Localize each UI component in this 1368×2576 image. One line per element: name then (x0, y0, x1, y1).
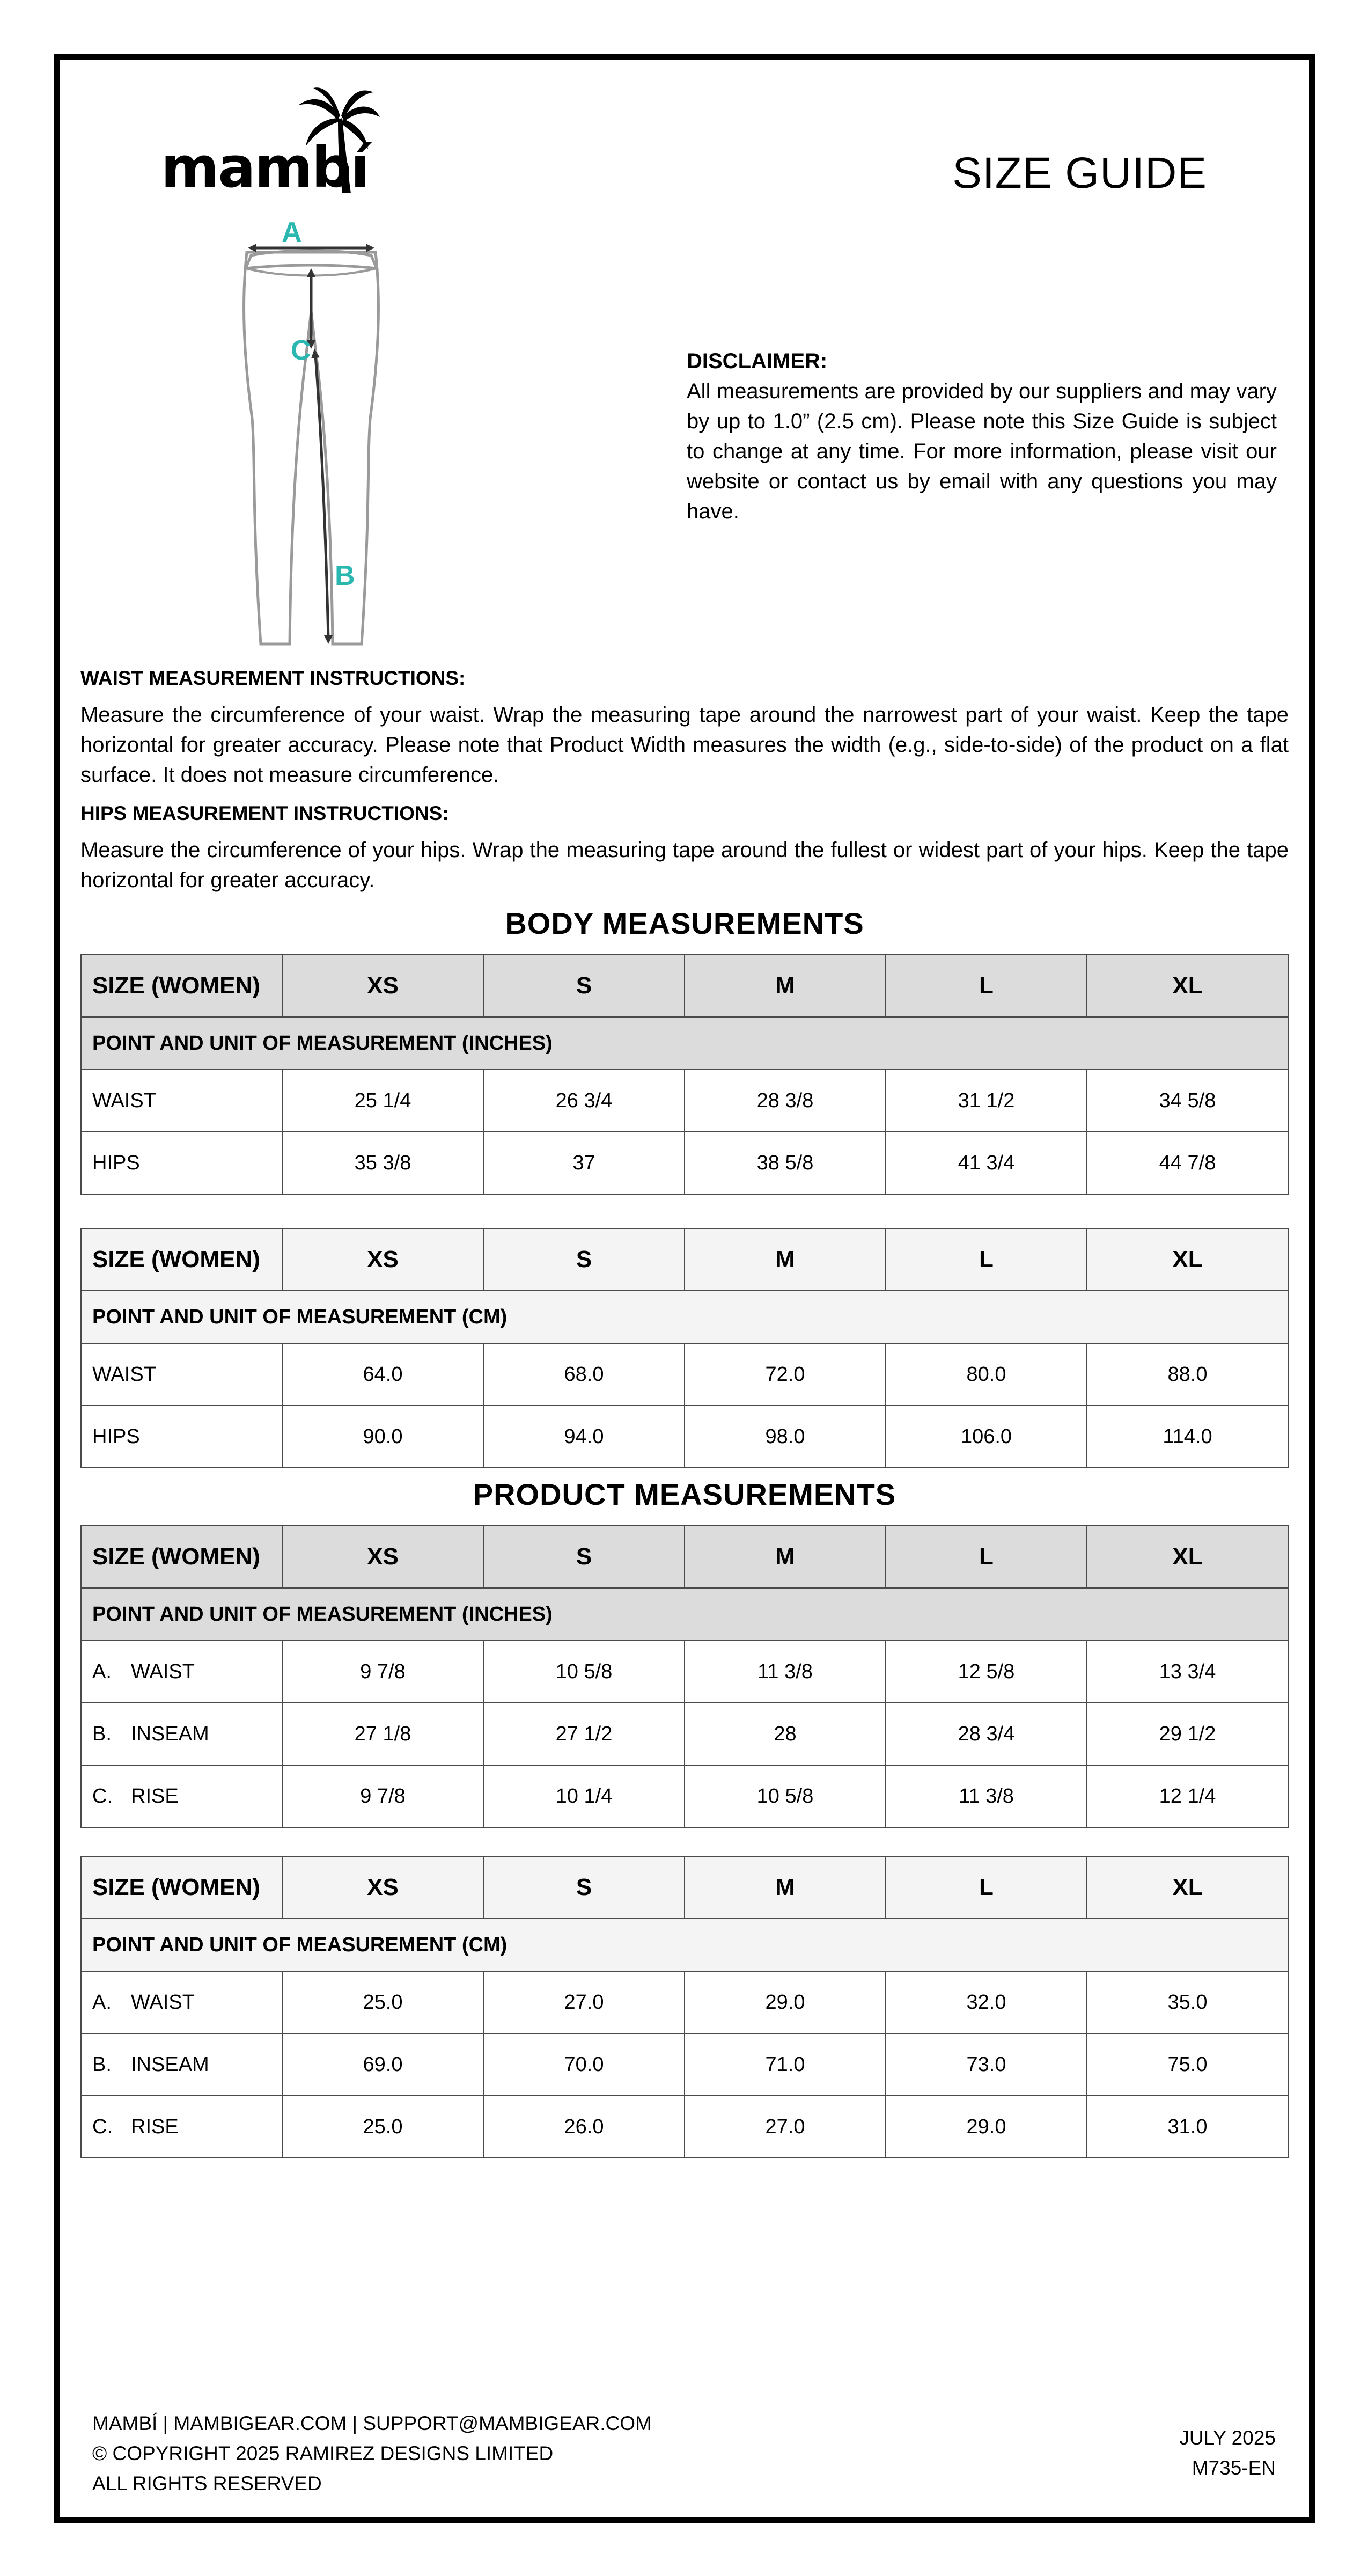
table-cell: 26 3/4 (483, 1070, 685, 1132)
size-xl-header: XL (1087, 1526, 1288, 1588)
table-cell: 64.0 (282, 1343, 483, 1406)
table-cell: 27 1/8 (282, 1703, 483, 1765)
table-row (81, 1641, 1288, 1703)
page-title: SIZE GUIDE (952, 149, 1207, 197)
disclaimer-heading: DISCLAIMER: (687, 349, 828, 373)
table-cell: 106.0 (886, 1406, 1087, 1468)
point-letter: C. (92, 1784, 113, 1807)
table-row (81, 1132, 1288, 1194)
label-a: A (282, 217, 302, 248)
table-cell: 75.0 (1087, 2033, 1288, 2096)
table-cell: 72.0 (685, 1343, 886, 1406)
waist-instructions-text: Measure the circumference of your waist. Wrap the measuring tape around the narrowest part of your waist. Keep the tape horizontal for greater accuracy. Please note that Product Width measures the width (e.g., side-to-side) of the product on a flat surface. It does not measure circumference. (80, 703, 1289, 787)
table-cell: 11 3/8 (886, 1765, 1087, 1827)
table-row (81, 1070, 1288, 1132)
table-cell: 80.0 (886, 1343, 1087, 1406)
table-cell: 98.0 (685, 1406, 886, 1468)
product-inches-table (80, 1525, 1289, 1828)
table-cell: 69.0 (282, 2033, 483, 2096)
table-cell: 114.0 (1087, 1406, 1288, 1468)
table-cell: 68.0 (483, 1343, 685, 1406)
row-label: HIPS (81, 1132, 282, 1194)
size-l-header: L (886, 1856, 1087, 1919)
point-name: WAIST (131, 1990, 195, 2014)
table-cell: 31.0 (1087, 2096, 1288, 2158)
row-label (81, 2033, 282, 2096)
hips-instructions-heading: HIPS MEASUREMENT INSTRUCTIONS: (80, 802, 449, 824)
hips-instructions (80, 799, 1289, 895)
table-cell: 10 5/8 (685, 1765, 886, 1827)
table-row (81, 1765, 1288, 1827)
size-m-header: M (685, 1228, 886, 1291)
table-cell: 9 7/8 (282, 1765, 483, 1827)
logo-text: mambí (161, 135, 369, 200)
table-cell: 34 5/8 (1087, 1070, 1288, 1132)
size-xs-header: XS (282, 1228, 483, 1291)
row-label: WAIST (81, 1070, 282, 1132)
table-cell: 88.0 (1087, 1343, 1288, 1406)
table-cell: 9 7/8 (282, 1641, 483, 1703)
point-name: RISE (131, 2115, 179, 2138)
table-cell: 38 5/8 (685, 1132, 886, 1194)
waist-instructions-heading: WAIST MEASUREMENT INSTRUCTIONS: (80, 667, 466, 689)
row-label (81, 1703, 282, 1765)
table-cell: 29 1/2 (1087, 1703, 1288, 1765)
table-row (81, 1703, 1288, 1765)
footer-copyright: © COPYRIGHT 2025 RAMIREZ DESIGNS LIMITED (92, 2442, 554, 2464)
table-cell: 11 3/8 (685, 1641, 886, 1703)
product-cm-table (80, 1856, 1289, 2158)
size-header: SIZE (WOMEN) (81, 1526, 282, 1588)
body-cm-table (80, 1228, 1289, 1468)
size-l-header: L (886, 1526, 1087, 1588)
table-cell: 94.0 (483, 1406, 685, 1468)
point-name: INSEAM (131, 1722, 209, 1745)
point-letter: C. (92, 2115, 113, 2138)
table-cell: 73.0 (886, 2033, 1087, 2096)
unit-subheader: POINT AND UNIT OF MEASUREMENT (CM) (81, 1919, 1288, 1971)
table-cell: 41 3/4 (886, 1132, 1087, 1194)
size-xs-header: XS (282, 955, 483, 1017)
waist-instructions (80, 663, 1289, 790)
row-label: WAIST (81, 1343, 282, 1406)
size-xs-header: XS (282, 1856, 483, 1919)
product-measurements-title: PRODUCT MEASUREMENTS (473, 1477, 896, 1511)
table-cell: 25.0 (282, 2096, 483, 2158)
point-letter: B. (92, 2053, 112, 2076)
size-s-header: S (483, 955, 685, 1017)
table-cell: 27.0 (685, 2096, 886, 2158)
size-xl-header: XL (1087, 1228, 1288, 1291)
table-cell: 32.0 (886, 1971, 1087, 2033)
table-cell: 12 1/4 (1087, 1765, 1288, 1827)
size-m-header: M (685, 1856, 886, 1919)
size-xs-header: XS (282, 1526, 483, 1588)
size-xl-header: XL (1087, 955, 1288, 1017)
point-letter: B. (92, 1722, 112, 1745)
size-header: SIZE (WOMEN) (81, 1856, 282, 1919)
table-cell: 28 (685, 1703, 886, 1765)
table-cell: 27 1/2 (483, 1703, 685, 1765)
table-cell: 29.0 (685, 1971, 886, 2033)
size-m-header: M (685, 955, 886, 1017)
size-l-header: L (886, 1228, 1087, 1291)
size-header: SIZE (WOMEN) (81, 955, 282, 1017)
unit-subheader: POINT AND UNIT OF MEASUREMENT (INCHES) (81, 1588, 1288, 1641)
footer-rights: ALL RIGHTS RESERVED (92, 2472, 322, 2494)
table-cell: 35 3/8 (282, 1132, 483, 1194)
label-c: C (291, 335, 311, 366)
table-cell: 13 3/4 (1087, 1641, 1288, 1703)
table-cell: 10 1/4 (483, 1765, 685, 1827)
size-header: SIZE (WOMEN) (81, 1228, 282, 1291)
disclaimer-text: All measurements are provided by our suppliers and may vary by up to 1.0” (2.5 cm). Please note this Size Guide is subject to change at any time. For more information, please visit our website or contact us by email with any questions you may have. (687, 379, 1277, 523)
table-cell: 12 5/8 (886, 1641, 1087, 1703)
table-cell: 70.0 (483, 2033, 685, 2096)
point-letter: A. (92, 1990, 112, 2014)
size-xl-header: XL (1087, 1856, 1288, 1919)
size-s-header: S (483, 1526, 685, 1588)
table-row (81, 2033, 1288, 2096)
row-label (81, 1971, 282, 2033)
disclaimer (687, 346, 1277, 526)
footer-meta (1179, 2423, 1276, 2483)
size-m-header: M (685, 1526, 886, 1588)
body-measurements-title: BODY MEASUREMENTS (505, 906, 864, 940)
row-label (81, 1641, 282, 1703)
size-l-header: L (886, 955, 1087, 1017)
label-b: B (335, 560, 355, 591)
table-cell: 44 7/8 (1087, 1132, 1288, 1194)
point-name: INSEAM (131, 2053, 209, 2076)
point-letter: A. (92, 1660, 112, 1683)
footer-info (92, 2409, 652, 2499)
table-cell: 71.0 (685, 2033, 886, 2096)
table-row (81, 2096, 1288, 2158)
point-name: WAIST (131, 1660, 195, 1683)
table-cell: 27.0 (483, 1971, 685, 2033)
size-s-header: S (483, 1856, 685, 1919)
row-label (81, 2096, 282, 2158)
brand-logo (161, 86, 381, 200)
table-cell: 25.0 (282, 1971, 483, 2033)
table-row (81, 1971, 1288, 2033)
point-name: RISE (131, 1784, 179, 1807)
footer-code: M735-EN (1192, 2457, 1276, 2479)
body-inches-table (80, 954, 1289, 1195)
row-label (81, 1765, 282, 1827)
table-cell: 35.0 (1087, 1971, 1288, 2033)
hips-instructions-text: Measure the circumference of your hips. Wrap the measuring tape around the fullest or widest part of your hips. Keep the tape horizontal for greater accuracy. (80, 838, 1289, 892)
table-cell: 25 1/4 (282, 1070, 483, 1132)
table-row (81, 1343, 1288, 1406)
table-cell: 28 3/4 (886, 1703, 1087, 1765)
table-row (81, 1406, 1288, 1468)
footer-contact: MAMBÍ | MAMBIGEAR.COM | SUPPORT@MAMBIGEAR.COM (92, 2412, 652, 2434)
row-label: HIPS (81, 1406, 282, 1468)
footer-date: JULY 2025 (1179, 2427, 1276, 2449)
table-cell: 31 1/2 (886, 1070, 1087, 1132)
size-s-header: S (483, 1228, 685, 1291)
table-cell: 28 3/8 (685, 1070, 886, 1132)
table-cell: 29.0 (886, 2096, 1087, 2158)
table-cell: 10 5/8 (483, 1641, 685, 1703)
unit-subheader: POINT AND UNIT OF MEASUREMENT (INCHES) (81, 1017, 1288, 1070)
table-cell: 90.0 (282, 1406, 483, 1468)
unit-subheader: POINT AND UNIT OF MEASUREMENT (CM) (81, 1291, 1288, 1343)
leggings-diagram (231, 215, 392, 655)
table-cell: 37 (483, 1132, 685, 1194)
table-cell: 26.0 (483, 2096, 685, 2158)
